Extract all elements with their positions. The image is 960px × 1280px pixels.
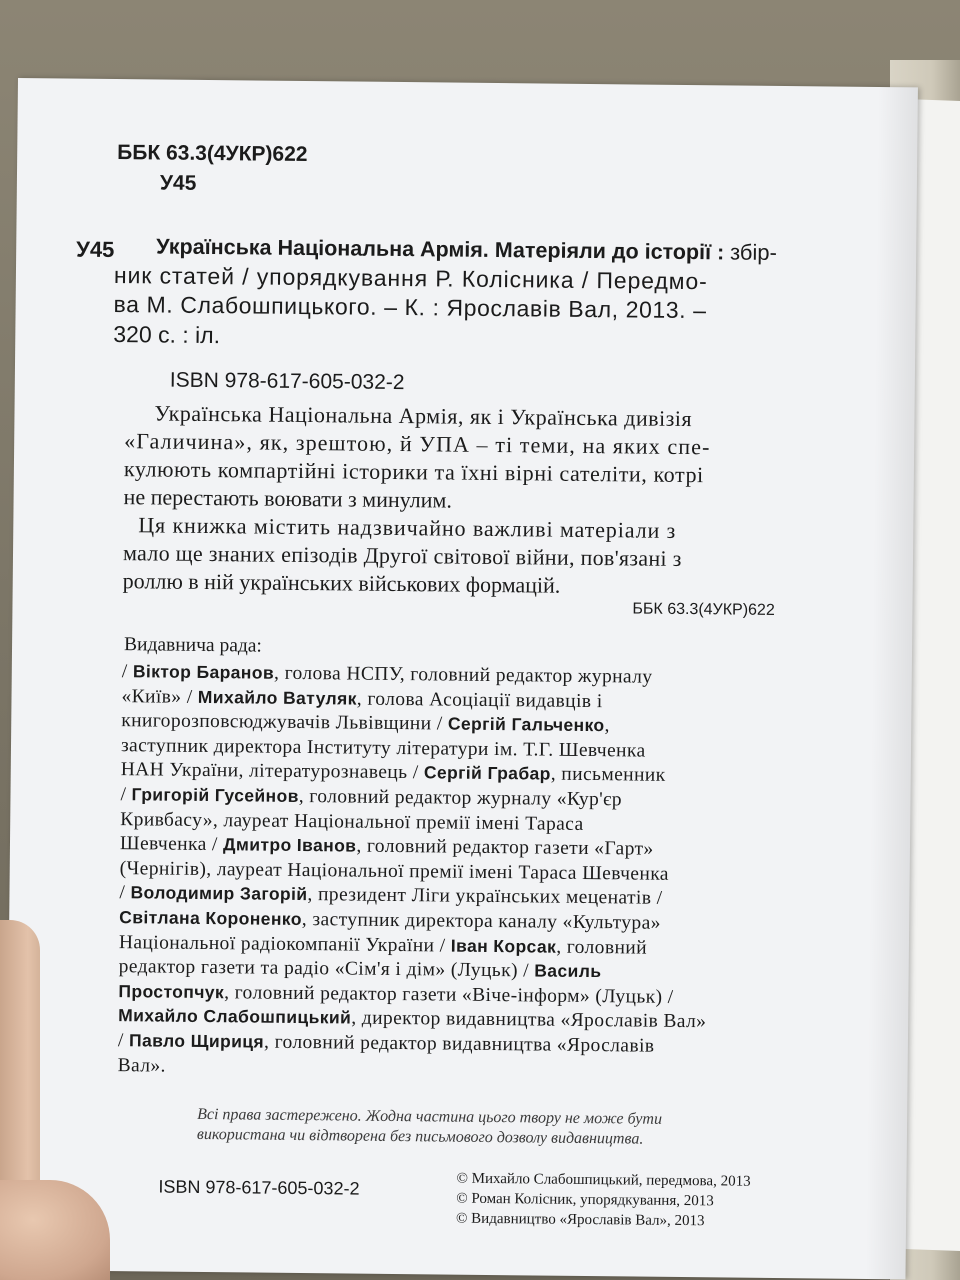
board-member-name: Іван Корсак — [450, 935, 557, 957]
board-line — [121, 710, 610, 737]
board-line-text: , головний редактор газети «Віче-інформ» (Луцьк) / — [224, 982, 674, 1008]
board-line — [121, 735, 646, 762]
board-member-name: Павло Щириця — [128, 1030, 265, 1052]
rights-line-2: використана чи відтворена без письмового дозволу видавництва. — [196, 1125, 644, 1148]
board-member-name: Михайло Ватуляк — [197, 686, 357, 709]
board-line — [118, 981, 673, 1009]
board-line-text: (Чернігів), лауреат Національної премії імені Тараса Шевченка — [119, 857, 670, 885]
board-line-text: редактор газети та радіо «Сім'я і дім» (Луцьк) / — [118, 956, 535, 982]
board-line-text: , головний — [556, 936, 648, 959]
board-line-text: книгорозповсюджувачів Львівщини / — [121, 710, 449, 735]
rights-line-1: Всі права застережено. Жодна частина цього твору не може бути — [197, 1105, 663, 1128]
annotation-p1-line-1: Українська Національна Армія, як і Українська дивізія — [154, 400, 693, 432]
board-line-text: , головний редактор газети «Гарт» — [356, 835, 654, 860]
board-member-name: Володимир Загорій — [130, 882, 308, 905]
book-title: Українська Національна Армія. Матеріяли до історії : — [156, 234, 725, 265]
board-member-name: Михайло Слабошпицький — [118, 1005, 352, 1028]
entry-line-1 — [156, 233, 777, 265]
board-line-text: Вал». — [117, 1054, 166, 1077]
annotation-p2-line-3: роллю в ній українських військових формацій. — [122, 568, 561, 598]
board-line — [118, 1005, 706, 1033]
board-line-text: заступник директора Інституту літератури ім. Т.Г. Шевченка — [120, 734, 646, 762]
board-line-text: , директор видавництва «Ярославів Вал» — [351, 1007, 707, 1033]
board-line-text: Національної радіокомпанії України / — [118, 931, 451, 957]
board-line — [119, 907, 661, 935]
annotation-p1-line-3: кулюють компартійні історики та їхні вірні сателіти, котрі — [123, 456, 704, 488]
bbk-code: ББК 63.3(4УКР)622 — [117, 141, 308, 167]
board-member-name: Дмитро Іванов — [222, 834, 357, 856]
board-line — [120, 833, 654, 861]
board-line-text: «Київ» / — [121, 685, 198, 708]
board-line-text: Шевченка / — [119, 833, 224, 856]
board-line — [118, 1055, 166, 1078]
board-member-name: Віктор Баранов — [132, 661, 275, 683]
board-line — [120, 809, 584, 836]
board-line-text: Кривбасу», лауреат Національної премії імені Тараса — [120, 808, 584, 835]
book-page — [6, 78, 918, 1279]
board-line-text: / — [117, 1030, 130, 1052]
board-line-text: , головний редактор видавництва «Ярославів — [263, 1031, 655, 1057]
annotation-p2-line-2: мало ще знаних епізодів Другої світової війни, пов'язані з — [122, 540, 682, 571]
copyright-1: © Михайло Слабошпицький, передмова, 2013 — [456, 1170, 751, 1190]
entry-isbn: ISBN 978-617-605-032-2 — [169, 368, 405, 395]
board-line-text: НАН України, літературознавець / — [120, 759, 424, 784]
board-line — [119, 956, 602, 983]
board-line — [121, 760, 666, 788]
entry-mark: У45 — [76, 236, 115, 263]
board-line — [119, 932, 647, 960]
copyright-2: © Роман Колісник, упорядкування, 2013 — [456, 1190, 714, 1210]
board-line-text: , письменник — [550, 764, 666, 787]
board-line-text: / — [120, 784, 132, 806]
author-mark: У45 — [159, 171, 197, 195]
board-line-text: , заступник директора каналу «Культура» — [301, 909, 661, 934]
board-line-text: , президент Ліги українських меценатів / — [307, 884, 663, 910]
board-member-name: Сергій Грабар — [423, 762, 551, 785]
board-line — [122, 661, 653, 689]
annotation-p1-line-2: «Галичина», як, зрештою, й УПА – ті теми, на яких спе- — [124, 428, 711, 460]
board-member-name: Сергій Гальченко — [447, 713, 605, 736]
board-line-text: , головний редактор журналу «Кур'єр — [298, 785, 623, 811]
annotation-p1-line-4: не перестають воювати з минулим. — [123, 484, 453, 513]
entry-line-1-rest: збір- — [729, 239, 778, 265]
board-line — [120, 784, 622, 811]
board-line-text: , голова Асоціації видавців і — [356, 688, 603, 712]
footer-isbn: ISBN 978-617-605-032-2 — [158, 1176, 360, 1199]
board-line — [120, 858, 669, 886]
entry-line-2: ник статей / упорядкування Р. Колісника / Передмо- — [113, 262, 708, 295]
annotation-bbk: ББК 63.3(4УКР)622 — [632, 600, 775, 619]
board-line — [121, 686, 602, 713]
board-line-text: / — [119, 882, 131, 904]
board-line — [119, 882, 662, 910]
board-member-name: Простопчук — [118, 980, 225, 1003]
board-member-name: Світлана Короненко — [119, 907, 302, 930]
entry-line-3: ва М. Слабошпицького. – К. : Ярославів Вал, 2013. – — [113, 291, 707, 324]
board-member-name: Григорій Гусейнов — [131, 784, 299, 806]
board-line-text: , — [604, 715, 610, 737]
board-line-text: , голова НСПУ, головний редактор журналу — [273, 662, 653, 688]
board-heading: Видавнича рада: — [123, 634, 263, 657]
annotation-p2-line-1: Ця книжка містить надзвичайно важливі матеріали з — [138, 512, 677, 543]
board-line-text: / — [121, 661, 133, 683]
board-member-name: Василь — [534, 960, 602, 982]
board-line — [118, 1030, 655, 1058]
copyright-3: © Видавництво «Ярославів Вал», 2013 — [455, 1210, 705, 1230]
entry-line-4: 320 с. : іл. — [113, 321, 221, 349]
